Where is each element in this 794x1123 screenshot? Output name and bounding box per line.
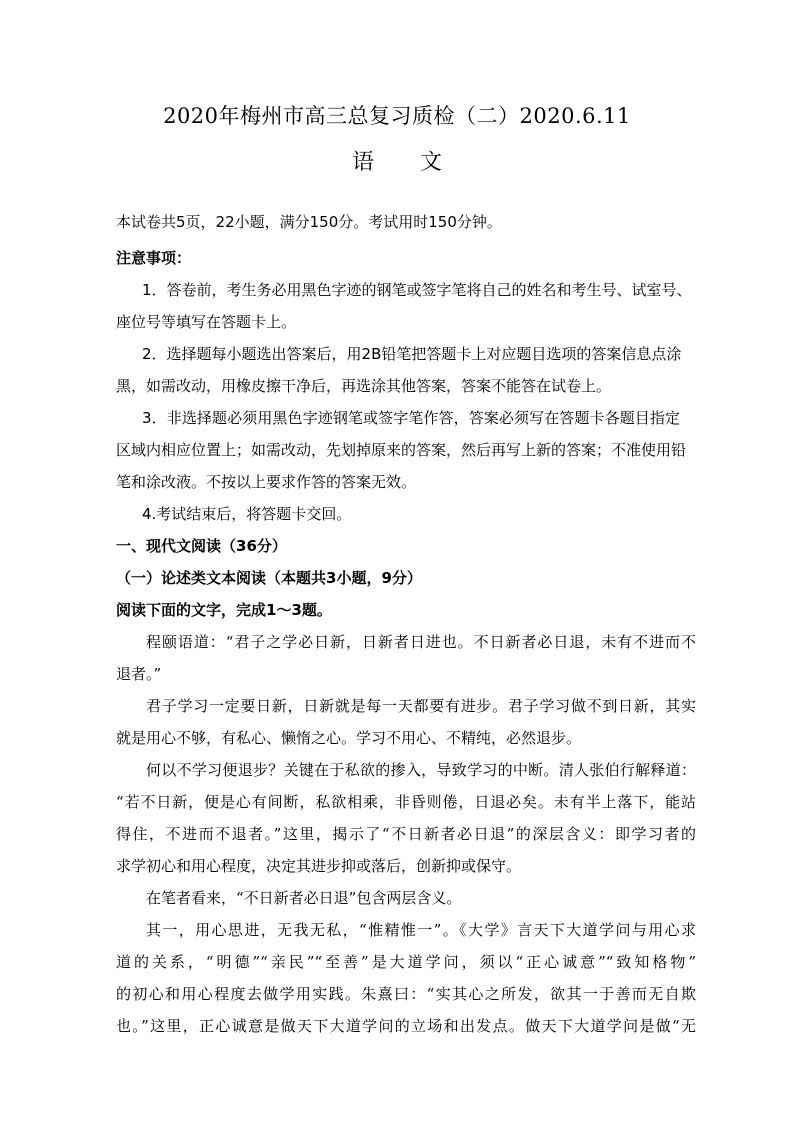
subject-title [0, 145, 794, 176]
subject-char-2: 文 [420, 150, 443, 175]
notice-item-1-line-1: 1．答卷前，考生务必用黑色字迹的钢笔或签字笔将自己的姓名和考生号、试室号、 [142, 281, 692, 299]
article-p2-line-2: 就是用心不够，有私心、懒惰之心。学习不用心、不精纯，必然退步。 [116, 729, 582, 747]
exam-intro: 本试卷共5页，22小题，满分150分。考试用时150分钟。 [116, 213, 502, 231]
article-p3-line-3: 得住，不进而不退者。”这里，揭示了“不日新者必日退”的深层含义：即学习者的 [116, 825, 696, 843]
notice-item-2-line-1: 2．选择题每小题选出答案后，用2B铅笔把答题卡上对应题目选项的答案信息点涂 [142, 345, 682, 363]
article-p5-line-2: 道的关系，“明德”“亲民”“至善”是大道学问，须以“正心诚意”“致知格物” [116, 953, 696, 971]
article-p1-line-2: 退者。” [116, 665, 162, 683]
notice-item-4: 4.考试结束后，将答题卡交回。 [142, 505, 352, 523]
article-p5-line-4: 也。”这里，正心诚意是做天下大道学问的立场和出发点。做天下大道学问是做“无 [116, 1017, 696, 1035]
notice-item-3-line-2: 区域内相应位置上；如需改动，先划掉原来的答案，然后再写上新的答案；不准使用铅 [116, 441, 687, 459]
notice-item-2-line-2: 黑，如需改动，用橡皮擦干净后，再选涂其他答案，答案不能答在试卷上。 [116, 377, 612, 395]
article-p1-line-1: 程颐语道：“君子之学必日新，日新者日进也。不日新者必日退，未有不进而不 [146, 633, 696, 651]
notice-item-1-line-2: 座位号等填写在答题卡上。 [116, 313, 297, 331]
article-p5-line-3: 的初心和用心程度去做学用实践。朱熹曰：“实其心之所发，欲其一于善而无自欺 [116, 985, 696, 1003]
article-p3-line-1: 何以不学习便退步？关键在于私欲的掺入，导致学习的中断。清人张伯行解释道： [146, 761, 696, 779]
reading-instruction: 阅读下面的文字，完成1～3题。 [116, 601, 332, 619]
notice-item-3-line-1: 3．非选择题必须用黑色字迹钢笔或签字笔作答，答案必须写在答题卡各题目指定 [142, 409, 680, 427]
notice-item-3-line-3: 笔和涂改液。不按以上要求作答的答案无效。 [116, 473, 417, 491]
article-p4-line-1: 在笔者看来，“不日新者必日退”包含两层含义。 [146, 889, 462, 907]
article-p2-line-1: 君子学习一定要日新，日新就是每一天都要有进步。君子学习做不到日新，其实 [146, 697, 696, 715]
section-heading: 一、现代文阅读（36分） [116, 537, 287, 555]
subject-char-1: 语 [351, 150, 374, 175]
subsection-heading: （一）论述类文本阅读（本题共3小题，9分） [116, 569, 422, 587]
article-p3-line-4: 求学初心和用心程度，决定其进步抑或落后，创新抑或保守。 [116, 857, 522, 875]
article-p3-line-2: “若不日新，便是心有间断，私欲相乘，非昏则倦，日退必矣。未有半上落下，能站 [116, 793, 696, 811]
notice-heading: 注意事项： [116, 249, 192, 267]
exam-title: 2020年梅州市高三总复习质检（二）2020.6.11 [163, 104, 631, 128]
article-p5-line-1: 其一，用心思进，无我无私，“惟精惟一”。《大学》言天下大道学问与用心求 [146, 921, 696, 939]
